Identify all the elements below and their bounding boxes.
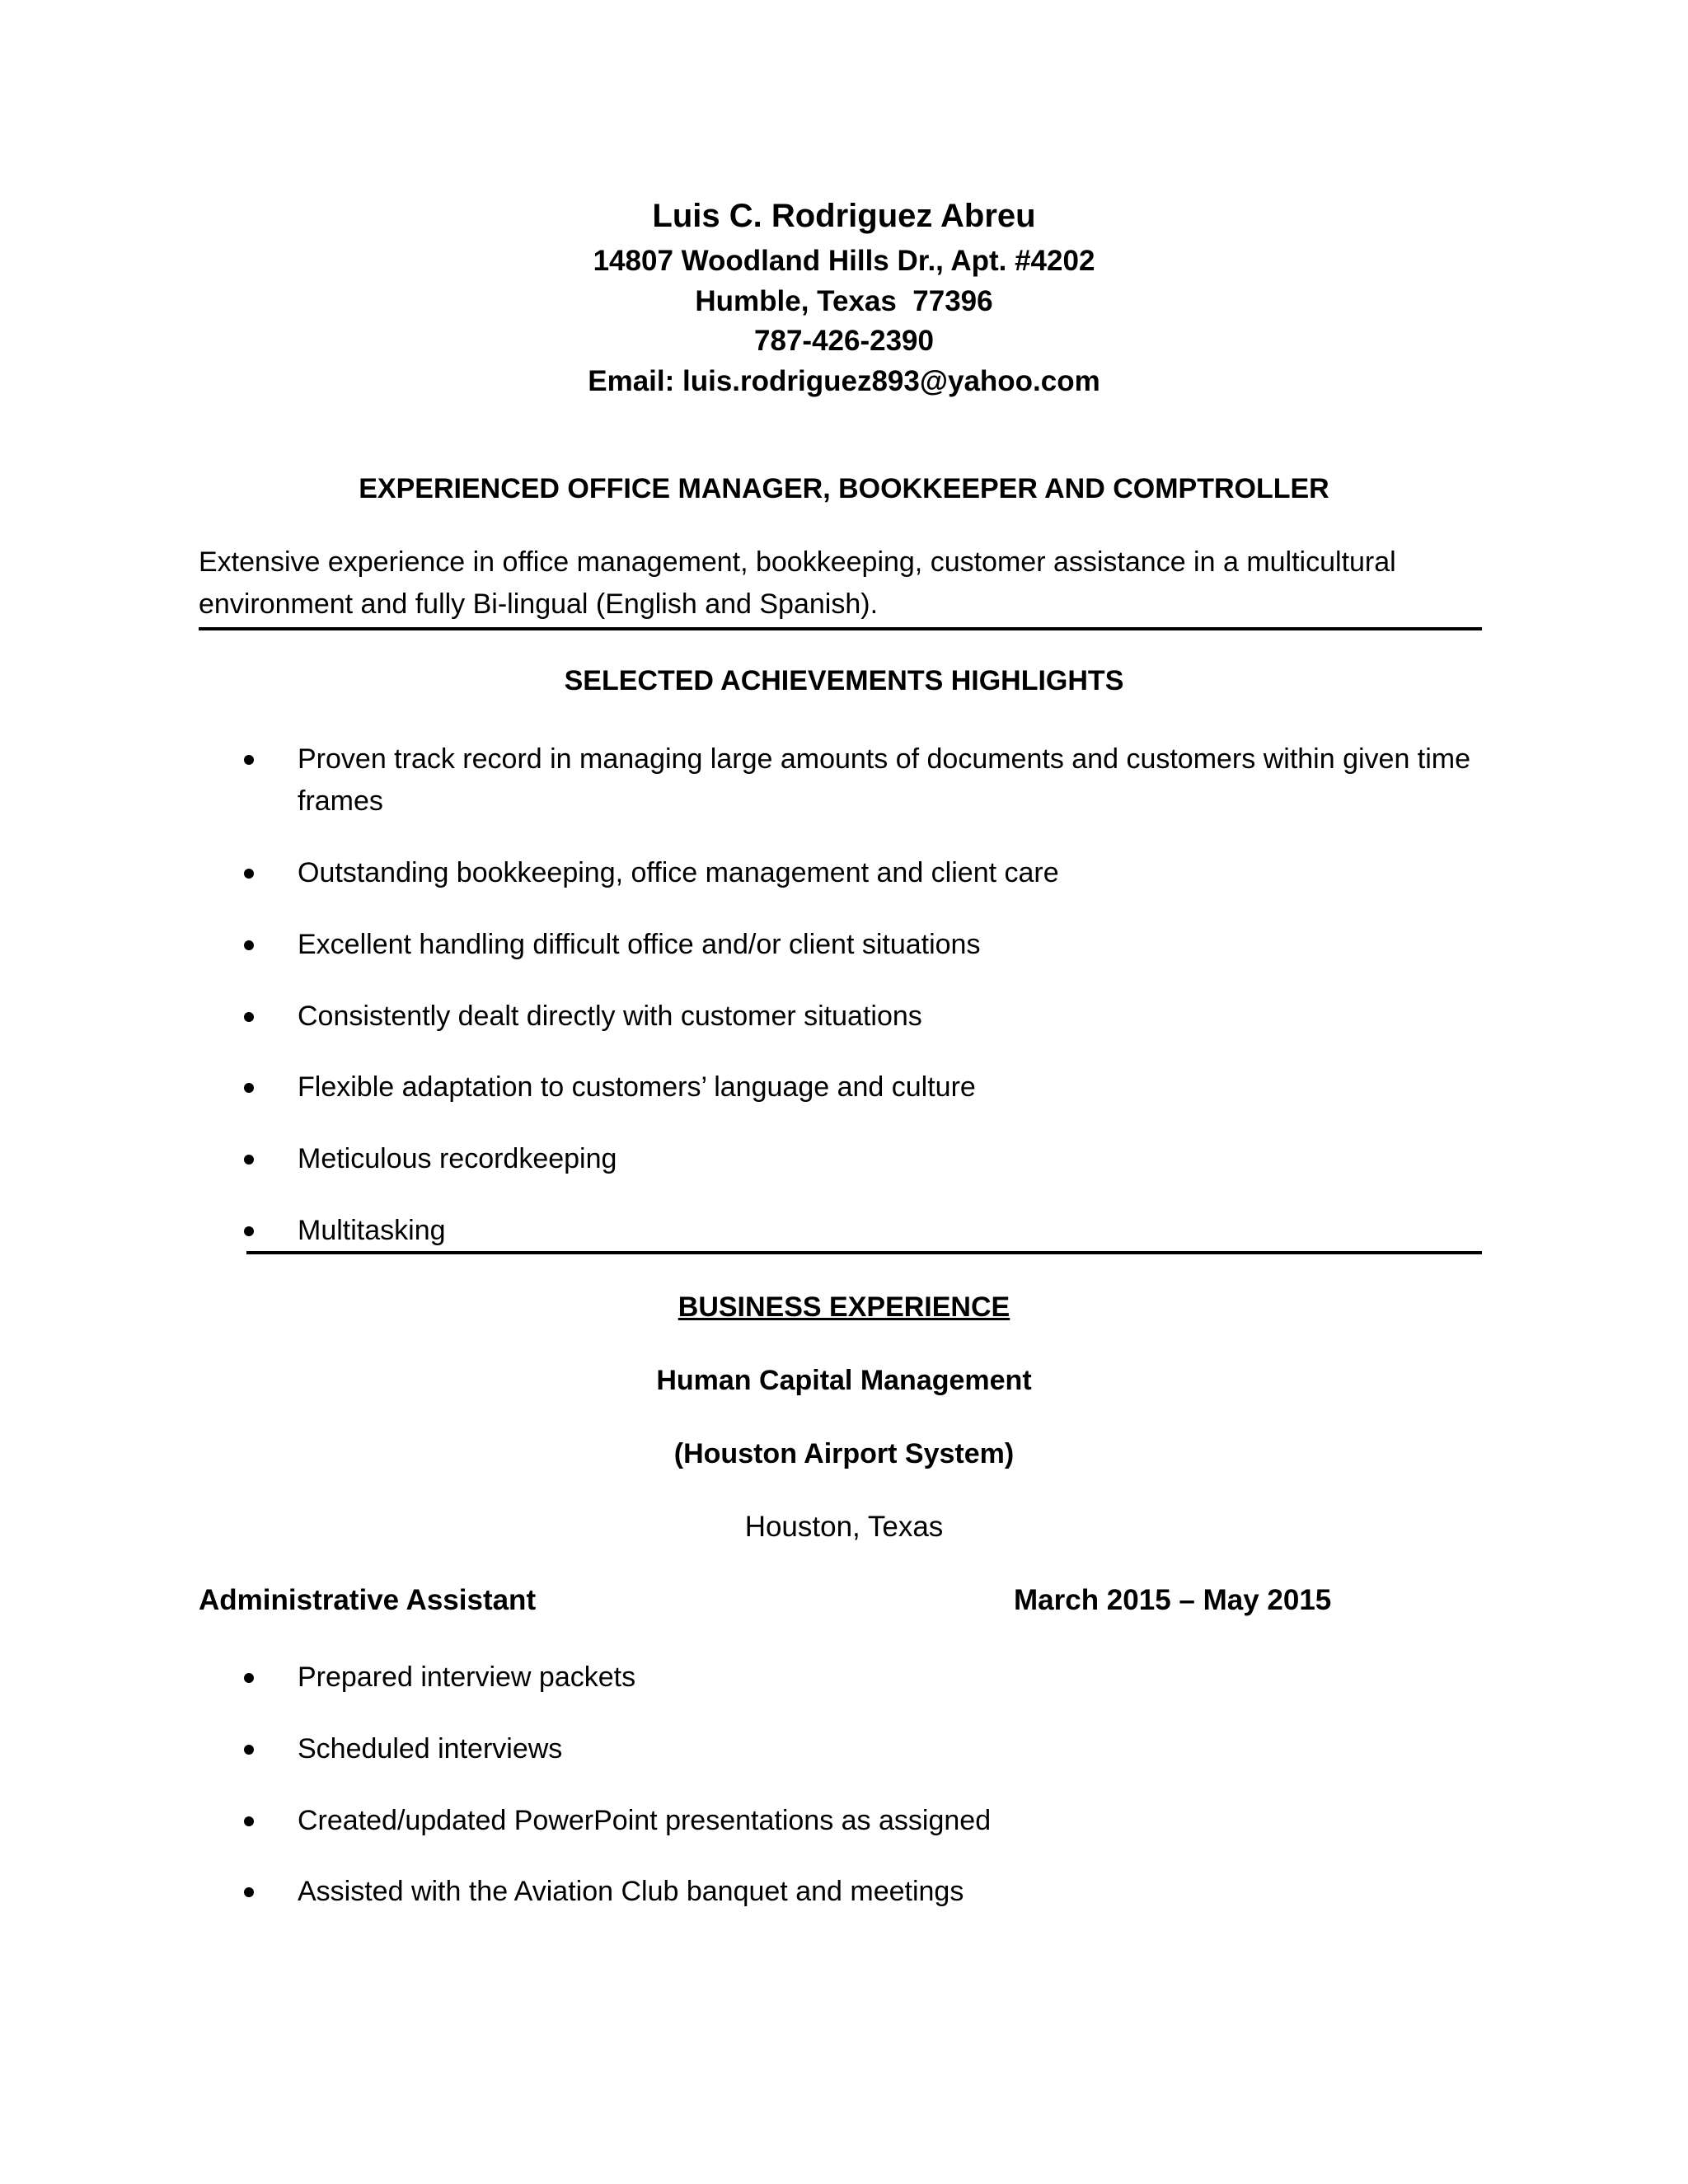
achievement-text: Outstanding bookkeeping, office management and client care: [298, 857, 1059, 888]
section-divider: [199, 627, 1482, 630]
duty-item: [244, 1800, 1480, 1842]
address-line-2: Humble, Texas 77396: [695, 285, 993, 317]
address-line-1: 14807 Woodland Hills Dr., Apt. #4202: [593, 245, 1095, 277]
achievement-item: [244, 996, 1480, 1038]
job-title: Administrative Assistant: [199, 1584, 537, 1616]
bullet-icon: [244, 1673, 254, 1683]
achievement-text: Flexible adaptation to customers’ language and culture: [298, 1071, 976, 1103]
applicant-name: Luis C. Rodriguez Abreu: [652, 198, 1036, 234]
bullet-icon: [244, 1226, 254, 1236]
duty-text: Assisted with the Aviation Club banquet and meetings: [298, 1876, 964, 1907]
bullet-icon: [244, 1887, 254, 1897]
duty-text: Scheduled interviews: [298, 1733, 563, 1765]
bullet-icon: [244, 1083, 254, 1093]
bullet-icon: [244, 940, 254, 950]
bullet-icon: [244, 1155, 254, 1165]
duty-item: [244, 1657, 1480, 1699]
achievement-item: [244, 738, 1480, 823]
profile-summary-line-2: environment and fully Bi-lingual (English and Spanish).: [199, 588, 879, 620]
achievement-text: Proven track record in managing large amounts of documents and customers within given time frames: [298, 743, 1471, 817]
profile-summary-line-1: Extensive experience in office management, bookkeeping, customer assistance in a multicultural: [199, 546, 1396, 578]
bullet-icon: [244, 1012, 254, 1022]
bullet-icon: [244, 755, 254, 765]
email-address: Email: luis.rodriguez893@yahoo.com: [588, 365, 1100, 397]
achievement-text: Meticulous recordkeeping: [298, 1143, 617, 1174]
bullet-icon: [244, 869, 254, 879]
profile-heading: EXPERIENCED OFFICE MANAGER, BOOKKEEPER AND COMPTROLLER: [359, 473, 1329, 504]
job-dates: March 2015 – May 2015: [1014, 1584, 1332, 1616]
duty-item: [244, 1728, 1480, 1770]
achievement-text: Excellent handling difficult office and/or client situations: [298, 929, 981, 960]
section-divider: [246, 1251, 1482, 1254]
employer-name: Human Capital Management: [656, 1365, 1032, 1396]
achievement-item: [244, 924, 1480, 966]
achievement-text: Consistently dealt directly with customer situations: [298, 1001, 922, 1032]
achievement-item: [244, 1138, 1480, 1180]
achievement-item: [244, 1066, 1480, 1108]
phone-number: 787-426-2390: [754, 325, 934, 357]
achievement-item: [244, 1210, 1480, 1252]
bullet-icon: [244, 1745, 254, 1755]
employer-location: Houston, Texas: [744, 1511, 944, 1543]
achievement-text: Multitasking: [298, 1215, 446, 1246]
achievement-item: [244, 852, 1480, 894]
experience-heading: BUSINESS EXPERIENCE: [678, 1291, 1010, 1323]
duty-text: Prepared interview packets: [298, 1661, 636, 1693]
bullet-icon: [244, 1816, 254, 1826]
duty-item: [244, 1871, 1480, 1913]
duty-text: Created/updated PowerPoint presentations as assigned: [298, 1805, 992, 1836]
achievements-heading: SELECTED ACHIEVEMENTS HIGHLIGHTS: [564, 665, 1124, 696]
employer-subtitle: (Houston Airport System): [673, 1438, 1015, 1469]
